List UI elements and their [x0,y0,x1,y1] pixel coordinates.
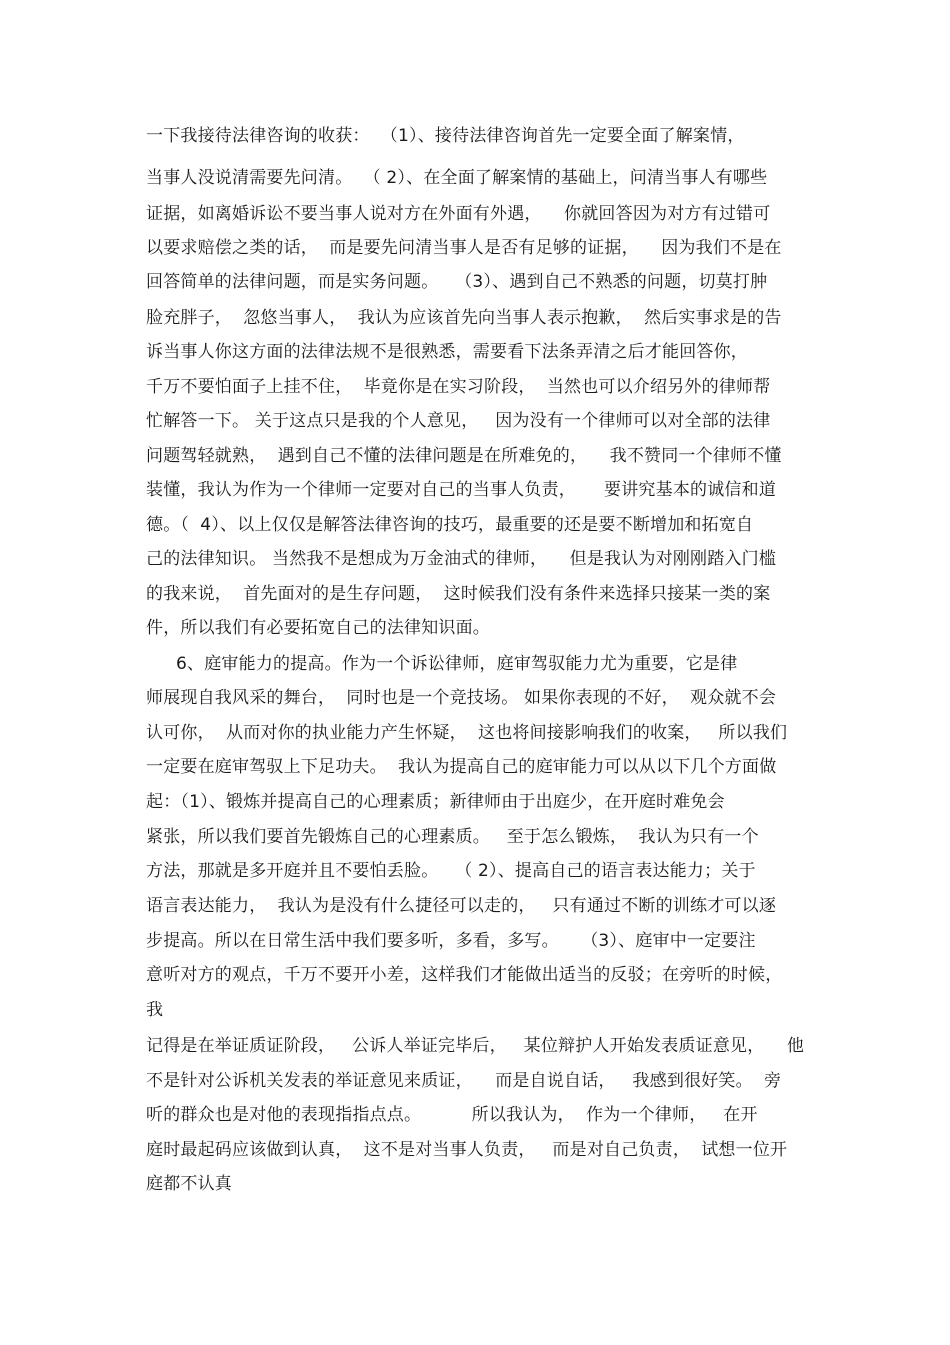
text-line: 忙解答一下。 关于这点只是我的个人意见， 因为没有一个律师可以对全部的法律 [146,411,771,431]
text-line: 件，所以我们有必要拓宽自己的法律知识面。 [146,618,490,638]
text-line: 庭都不认真 [146,1174,232,1194]
text-line: 装懂，我认为作为一个律师一定要对自己的当事人负责， 要讲究基本的诚信和道 [146,480,777,500]
text-line: 记得是在举证质证阶段， 公诉人举证完毕后， 某位辩护人开始发表质证意见， 他 [146,1036,805,1056]
text-line: 千万不要怕面子上挂不住， 毕竟你是在实习阶段， 当然也可以介绍另外的律师帮 [146,377,771,397]
text-line: 脸充胖子， 忽悠当事人， 我认为应该首先向当事人表示抱歉， 然后实事求是的告 [146,308,782,328]
text-line: 认可你， 从而对你的执业能力产生怀疑， 这也将间接影响我们的收案， 所以我们 [146,723,788,743]
text-line: 不是针对公诉机关发表的举证意见来质证， 而是自说自话， 我感到很好笑。 旁 [146,1071,782,1091]
text-line: 己的法律知识。 当然我不是想成为万金油式的律师， 但是我认为对刚刚踏入门槛 [146,549,777,569]
text-line: 方法，那就是多开庭并且不要怕丢脸。 （ 2）、提高自己的语言表达能力；关于 [146,861,756,881]
text-line: 当事人没说清需要先问清。 （ 2）、在全面了解案情的基础上，问清当事人有哪些 [146,168,768,188]
text-line: 意听对方的观点，千万不要开小差，这样我们才能做出适当的反驳；在旁听的时候， [146,965,783,985]
text-line: 问题驾轻就熟， 遇到自己不懂的法律问题是在所难免的， 我不赞同一个律师不懂 [146,446,782,466]
text-line: 我 [146,1000,164,1020]
text-line-paragraph-start: 6、庭审能力的提高。作为一个诉讼律师，庭审驾驭能力尤为重要，它是律 [176,654,738,674]
text-line: 以要求赔偿之类的话， 而是要先问清当事人是否有足够的证据， 因为我们不是在 [146,238,782,258]
text-line: 语言表达能力， 我认为是没有什么捷径可以走的， 只有通过不断的训练才可以逐 [146,896,777,916]
text-line-cut-off: 一下我接待法律咨询的收获： （1）、接待法律咨询首先一定要全面了解案情， [146,126,745,146]
text-line: 紧张，所以我们要首先锻炼自己的心理素质。 至于怎么锻炼， 我认为只有一个 [146,827,759,847]
text-line: 诉当事人你这方面的法律法规不是很熟悉，需要看下法条弄清之后才能回答你， [146,342,748,362]
text-line: 一定要在庭审驾驭上下足功夫。 我认为提高自己的庭审能力可以从以下几个方面做 [146,757,777,777]
text-line: 师展现自我风采的舞台， 同时也是一个竞技场。 如果你表现的不好， 观众就不会 [146,688,777,708]
text-line: 庭时最起码应该做到认真， 这不是对当事人负责， 而是对自己负责， 试想一位开 [146,1140,788,1160]
text-line: 的我来说， 首先面对的是生存问题， 这时候我们没有条件来选择只接某一类的案 [146,584,771,604]
text-line: 回答简单的法律问题，而是实务问题。 （3）、遇到自己不熟悉的问题，切莫打肿 [146,272,768,292]
text-line: 证据，如离婚诉讼不要当事人说对方在外面有外遇， 你就回答因为对方有过错可 [146,204,771,224]
text-line: 听的群众也是对他的表现指指点点。 所以我认为， 作为一个律师， 在开 [146,1105,758,1125]
text-line: 起：（1）、锻炼并提高自己的心理素质；新律师由于出庭少，在开庭时难免会 [146,792,725,812]
text-line: 步提高。所以在日常生活中我们要多听，多看，多写。 （3）、庭审中一定要注 [146,931,756,951]
text-line: 德。（ 4）、以上仅仅是解答法律咨询的技巧，最重要的还是要不断增加和拓宽自 [146,515,754,535]
